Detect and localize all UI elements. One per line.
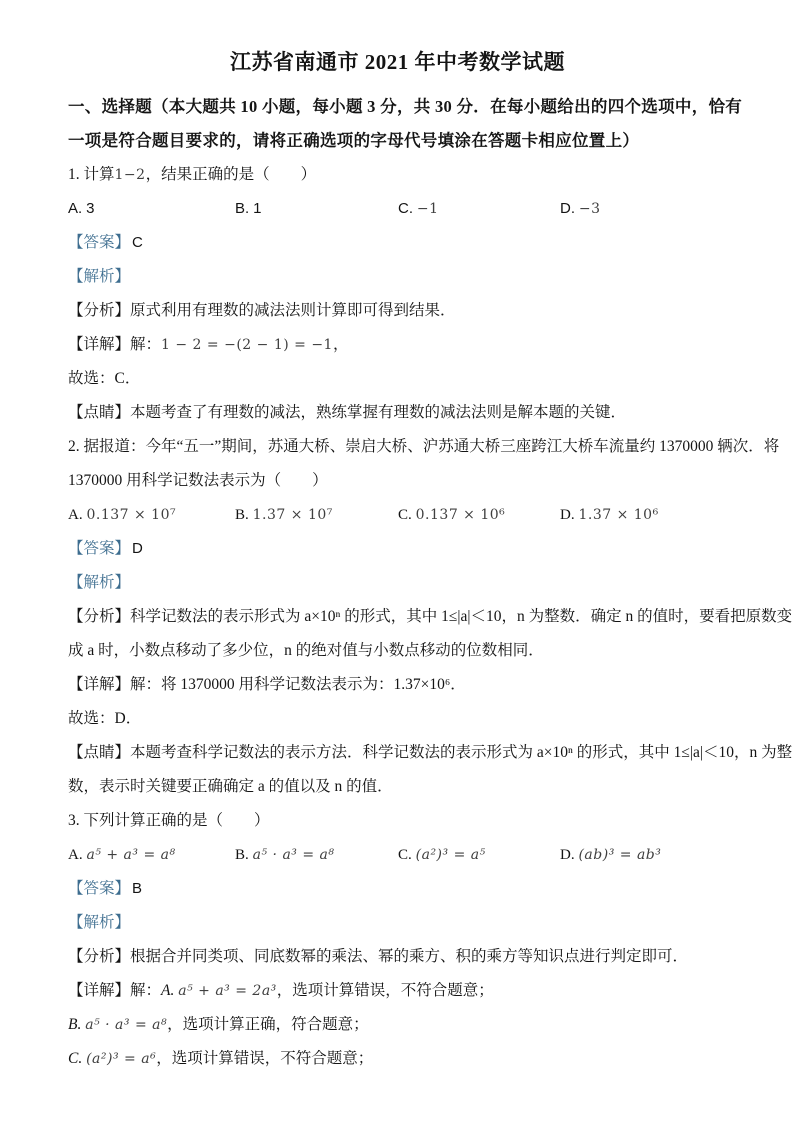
q1-stem-prefix: 1. 计算 xyxy=(68,166,115,183)
q1-option-a-value: 3 xyxy=(86,200,95,217)
q2-options-row xyxy=(68,498,727,532)
section-heading-line2: 一项是符合题目要求的，请将正确选项的字母代号填涂在答题卡相应位置上） xyxy=(68,131,640,150)
answer-label: 【答案】 xyxy=(68,234,131,251)
q2-option-d-value: 1.37 × 10⁶ xyxy=(578,507,659,523)
q3-detail-a-label: A. xyxy=(161,982,175,999)
q3-option-a xyxy=(68,838,235,872)
q3-option-a-value: a⁵ + a³ = a⁸ xyxy=(86,847,176,863)
q3-detail-a-suffix: ，选项计算错误，不符合题意； xyxy=(276,982,494,999)
q1-options-row xyxy=(68,192,727,226)
q1-detail-formula: 1 − 2 = −(2 − 1) = −1 xyxy=(161,337,333,353)
q3-detail-a-formula: a⁵ + a³ = 2a³ xyxy=(178,983,277,999)
q2-analysis-label: 【解析】 xyxy=(68,574,131,591)
q2-option-b-value: 1.37 × 10⁷ xyxy=(252,507,333,523)
q1-answer-value: C xyxy=(132,234,143,251)
q2-option-a-value: 0.137 × 10⁷ xyxy=(86,507,177,523)
q2-analysis-line2: 成 a 时，小数点移动了多少位，n 的绝对值与小数点移动的位数相同． xyxy=(68,642,544,659)
q1-option-c-label: C. xyxy=(398,200,413,217)
q1-analysis-label: 【解析】 xyxy=(68,268,131,285)
q3-option-c-value: (a²)³ = a⁵ xyxy=(415,847,486,863)
q3-analysis-label: 【解析】 xyxy=(68,914,131,931)
q2-note-line2: 数，表示时关键要正确确定 a 的值以及 n 的值． xyxy=(68,778,393,795)
q2-option-a xyxy=(68,498,235,532)
q3-detail-b-formula: a⁵ · a³ = a⁸ xyxy=(85,1017,168,1033)
q1-option-c xyxy=(398,192,560,226)
q2-option-d-label: D. xyxy=(560,507,575,523)
q3-option-a-label: A. xyxy=(68,847,83,863)
q2-stem-line1: 2. 据报道：今年“五一”期间，苏通大桥、崇启大桥、沪苏通大桥三座跨江大桥车流量约 1370000 辆次．将 xyxy=(68,438,780,455)
q2-answer-line xyxy=(68,532,727,566)
q3-detail-c-formula: (a²)³ = a⁶ xyxy=(86,1051,157,1067)
section-heading-line1: 一、选择题（本大题共 10 小题，每小题 3 分，共 30 分．在每小题给出的四个选项中，恰有 xyxy=(68,97,743,116)
q1-option-b xyxy=(235,192,398,226)
q1-stem-suffix: ，结果正确的是（ ） xyxy=(145,166,317,183)
q3-detail-b xyxy=(68,1008,727,1042)
q3-analysis-text: 【分析】根据合并同类项、同底数幂的乘法、幂的乘方、积的乘方等知识点进行判定即可． xyxy=(68,948,689,965)
q1-option-d-value: −3 xyxy=(578,201,601,217)
q2-option-c-value: 0.137 × 10⁶ xyxy=(415,507,506,523)
q1-detail-prefix: 【详解】解： xyxy=(68,336,162,353)
q3-detail-c-label: C. xyxy=(68,1050,83,1067)
q3-detail-a-prefix: 【详解】解： xyxy=(68,982,162,999)
q1-option-a xyxy=(68,192,235,226)
answer-label: 【答案】 xyxy=(68,540,131,557)
q3-detail-c-suffix: ，选项计算错误，不符合题意； xyxy=(156,1050,374,1067)
q2-note-line1: 【点睛】本题考查科学记数法的表示方法．科学记数法的表示形式为 a×10ⁿ 的形式，其中 1≤|a|＜10，n 为整 xyxy=(68,744,793,761)
q3-detail-b-suffix: ，选项计算正确，符合题意； xyxy=(167,1016,369,1033)
q3-option-b-label: B. xyxy=(235,847,249,863)
q1-option-b-value: 1 xyxy=(253,200,262,217)
q3-detail-a xyxy=(68,974,727,1008)
q1-option-d-label: D. xyxy=(560,200,575,217)
q1-detail-line xyxy=(68,328,727,362)
q2-detail: 【详解】解：将 1370000 用科学记数法表示为：1.37×10⁶． xyxy=(68,676,466,693)
q3-option-b-value: a⁵ · a³ = a⁸ xyxy=(252,847,335,863)
page-title: 江苏省南通市 2021 年中考数学试题 xyxy=(230,50,565,74)
q2-option-c-label: C. xyxy=(398,507,412,523)
q2-conclusion: 故选：D． xyxy=(68,710,142,727)
q2-option-b-label: B. xyxy=(235,507,249,523)
answer-label: 【答案】 xyxy=(68,880,131,897)
q3-option-d-label: D. xyxy=(560,847,575,863)
q1-analysis-text: 【分析】原式利用有理数的减法法则计算即可得到结果． xyxy=(68,302,456,319)
q3-option-c xyxy=(398,838,560,872)
q3-option-d xyxy=(560,838,727,872)
q2-option-a-label: A. xyxy=(68,507,83,523)
q3-detail-c xyxy=(68,1042,727,1076)
q3-answer-line xyxy=(68,872,727,906)
q1-stem-formula: 1−2 xyxy=(114,167,146,183)
q2-stem-line2: 1370000 用科学记数法表示为（ ） xyxy=(68,472,328,489)
q1-option-b-label: B. xyxy=(235,200,250,217)
q2-answer-value: D xyxy=(132,540,143,557)
q3-option-d-value: (ab)³ = ab³ xyxy=(578,847,662,863)
q2-option-b xyxy=(235,498,398,532)
q2-option-d xyxy=(560,498,727,532)
q3-stem: 3. 下列计算正确的是（ ） xyxy=(68,812,270,829)
q3-detail-b-label: B. xyxy=(68,1016,82,1033)
q2-analysis-line1: 【分析】科学记数法的表示形式为 a×10ⁿ 的形式，其中 1≤|a|＜10，n 为整数．确定 n 的值时，要看把原数变 xyxy=(68,608,793,625)
q3-option-b xyxy=(235,838,398,872)
q1-detail-suffix: ， xyxy=(332,336,349,353)
q1-option-a-label: A. xyxy=(68,200,83,217)
q1-stem xyxy=(68,158,727,192)
q1-option-c-value: −1 xyxy=(416,201,439,217)
q1-option-d xyxy=(560,192,727,226)
q3-options-row xyxy=(68,838,727,872)
q1-answer-line xyxy=(68,226,727,260)
q2-option-c xyxy=(398,498,560,532)
q3-answer-value: B xyxy=(132,880,143,897)
q1-conclusion: 故选：C． xyxy=(68,370,141,387)
q3-option-c-label: C. xyxy=(398,847,412,863)
q1-note: 【点睛】本题考查了有理数的减法，熟练掌握有理数的减法法则是解本题的关键． xyxy=(68,404,627,421)
